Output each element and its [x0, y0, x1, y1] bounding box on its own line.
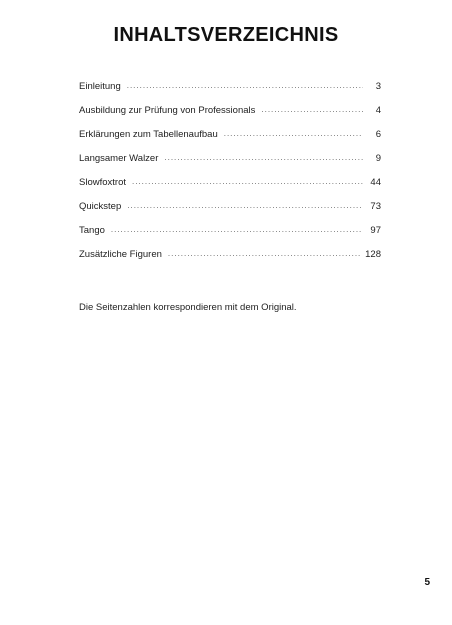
toc-entry-label: Quickstep [79, 201, 122, 212]
table-of-contents [79, 81, 381, 273]
toc-entry-page: 97 [370, 225, 381, 236]
page-note: Die Seitenzahlen korrespondieren mit dem Original. [79, 302, 297, 313]
toc-entry-page: 44 [370, 177, 381, 188]
toc-entry-tango [79, 225, 381, 249]
page-number: 5 [424, 577, 430, 588]
toc-entry-label: Einleitung [79, 81, 121, 92]
toc-entry-page: 73 [370, 201, 381, 212]
toc-entry-langsamer-walzer [79, 153, 381, 177]
toc-entry-einleitung [79, 81, 381, 105]
toc-entry-page: 4 [375, 105, 381, 116]
toc-entry-label: Ausbildung zur Prüfung von Professionals [79, 105, 256, 116]
toc-entry-page: 3 [375, 81, 381, 92]
toc-entry-label: Slowfoxtrot [79, 177, 126, 188]
toc-entry-label: Tango [79, 225, 105, 236]
toc-leader-dots [132, 177, 363, 186]
toc-entry-quickstep [79, 201, 381, 225]
toc-leader-dots [127, 81, 363, 90]
toc-entry-page: 9 [375, 153, 381, 164]
toc-entry-zusaetzliche-figuren [79, 249, 381, 273]
toc-entry-ausbildung [79, 105, 381, 129]
toc-entry-page: 6 [375, 129, 381, 140]
toc-leader-dots [168, 249, 361, 258]
toc-entry-slowfoxtrot [79, 177, 381, 201]
toc-leader-dots [224, 129, 363, 138]
toc-entry-label: Langsamer Walzer [79, 153, 159, 164]
toc-entry-erklaerungen [79, 129, 381, 153]
toc-entry-page: 128 [365, 249, 381, 260]
toc-leader-dots [127, 201, 363, 210]
toc-leader-dots [111, 225, 363, 234]
page-title: INHALTSVERZEICHNIS [113, 24, 339, 46]
toc-leader-dots [164, 153, 363, 162]
toc-entry-label: Zusätzliche Figuren [79, 249, 162, 260]
toc-entry-label: Erklärungen zum Tabellenaufbau [79, 129, 218, 140]
toc-leader-dots [261, 105, 363, 114]
